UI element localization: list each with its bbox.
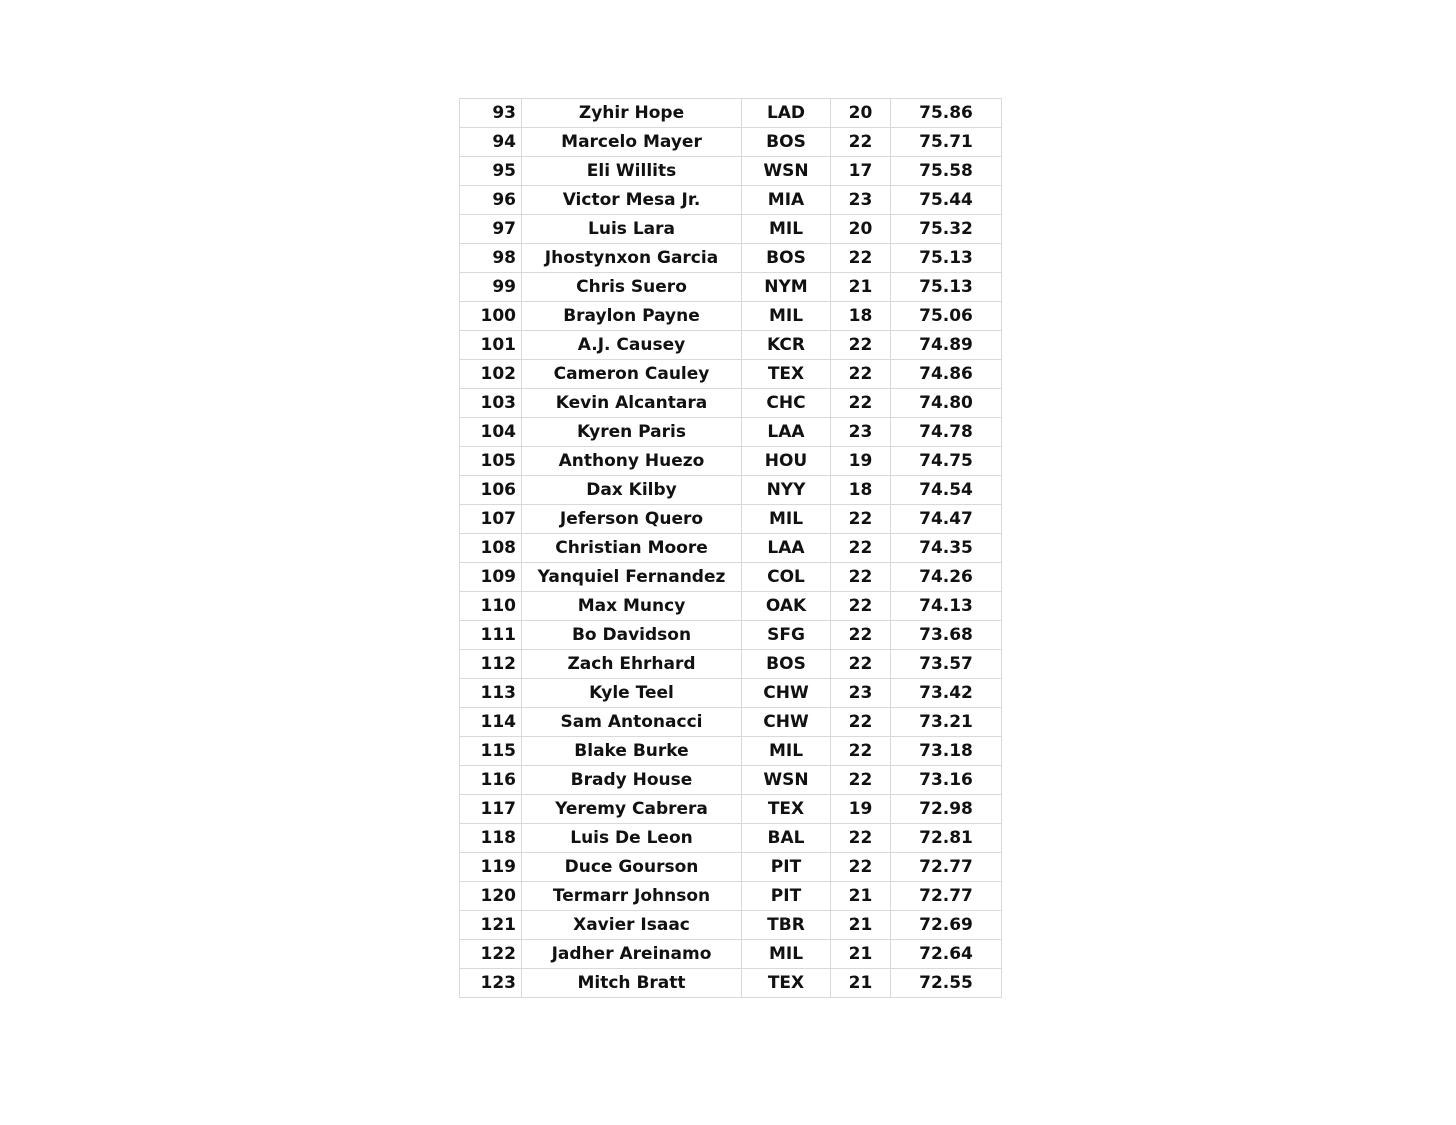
score-cell: 74.78 xyxy=(891,418,1002,447)
player-name-cell: Eli Willits xyxy=(522,157,742,186)
table-row xyxy=(460,273,1002,302)
player-name-cell: Zach Ehrhard xyxy=(522,650,742,679)
table-row xyxy=(460,360,1002,389)
team-cell: BOS xyxy=(742,650,831,679)
age-cell: 21 xyxy=(831,911,891,940)
score-cell: 75.06 xyxy=(891,302,1002,331)
team-cell: TBR xyxy=(742,911,831,940)
team-cell: HOU xyxy=(742,447,831,476)
score-cell: 75.58 xyxy=(891,157,1002,186)
rank-cell: 96 xyxy=(460,186,522,215)
rank-cell: 120 xyxy=(460,882,522,911)
age-cell: 19 xyxy=(831,447,891,476)
age-cell: 23 xyxy=(831,679,891,708)
team-cell: NYM xyxy=(742,273,831,302)
score-cell: 72.55 xyxy=(891,969,1002,998)
score-cell: 72.81 xyxy=(891,824,1002,853)
score-cell: 73.68 xyxy=(891,621,1002,650)
age-cell: 22 xyxy=(831,534,891,563)
player-name-cell: Jeferson Quero xyxy=(522,505,742,534)
rank-cell: 107 xyxy=(460,505,522,534)
player-name-cell: A.J. Causey xyxy=(522,331,742,360)
player-name-cell: Mitch Bratt xyxy=(522,969,742,998)
table-row xyxy=(460,99,1002,128)
age-cell: 22 xyxy=(831,708,891,737)
player-name-cell: Yanquiel Fernandez xyxy=(522,563,742,592)
score-cell: 73.57 xyxy=(891,650,1002,679)
table-row xyxy=(460,389,1002,418)
table-row xyxy=(460,128,1002,157)
rank-cell: 123 xyxy=(460,969,522,998)
team-cell: LAD xyxy=(742,99,831,128)
score-cell: 75.13 xyxy=(891,244,1002,273)
team-cell: SFG xyxy=(742,621,831,650)
player-name-cell: Brady House xyxy=(522,766,742,795)
age-cell: 21 xyxy=(831,882,891,911)
age-cell: 22 xyxy=(831,853,891,882)
rank-cell: 112 xyxy=(460,650,522,679)
age-cell: 22 xyxy=(831,563,891,592)
player-name-cell: Braylon Payne xyxy=(522,302,742,331)
rank-cell: 117 xyxy=(460,795,522,824)
score-cell: 74.47 xyxy=(891,505,1002,534)
rank-cell: 105 xyxy=(460,447,522,476)
team-cell: MIL xyxy=(742,737,831,766)
table-row xyxy=(460,331,1002,360)
table-row xyxy=(460,157,1002,186)
score-cell: 74.89 xyxy=(891,331,1002,360)
player-name-cell: Chris Suero xyxy=(522,273,742,302)
table-row xyxy=(460,824,1002,853)
player-name-cell: Jadher Areinamo xyxy=(522,940,742,969)
player-name-cell: Anthony Huezo xyxy=(522,447,742,476)
score-cell: 73.18 xyxy=(891,737,1002,766)
team-cell: LAA xyxy=(742,418,831,447)
team-cell: WSN xyxy=(742,157,831,186)
rank-cell: 93 xyxy=(460,99,522,128)
team-cell: WSN xyxy=(742,766,831,795)
team-cell: MIL xyxy=(742,302,831,331)
rank-cell: 116 xyxy=(460,766,522,795)
age-cell: 22 xyxy=(831,128,891,157)
rank-cell: 115 xyxy=(460,737,522,766)
rank-cell: 111 xyxy=(460,621,522,650)
age-cell: 23 xyxy=(831,418,891,447)
rank-cell: 108 xyxy=(460,534,522,563)
rank-cell: 110 xyxy=(460,592,522,621)
player-name-cell: Dax Kilby xyxy=(522,476,742,505)
age-cell: 22 xyxy=(831,650,891,679)
table-row xyxy=(460,215,1002,244)
player-name-cell: Luis De Leon xyxy=(522,824,742,853)
player-name-cell: Blake Burke xyxy=(522,737,742,766)
team-cell: BAL xyxy=(742,824,831,853)
player-name-cell: Jhostynxon Garcia xyxy=(522,244,742,273)
score-cell: 75.44 xyxy=(891,186,1002,215)
score-cell: 74.13 xyxy=(891,592,1002,621)
score-cell: 72.77 xyxy=(891,853,1002,882)
table-row xyxy=(460,650,1002,679)
age-cell: 22 xyxy=(831,592,891,621)
player-name-cell: Yeremy Cabrera xyxy=(522,795,742,824)
team-cell: BOS xyxy=(742,128,831,157)
score-cell: 72.64 xyxy=(891,940,1002,969)
team-cell: NYY xyxy=(742,476,831,505)
rank-cell: 94 xyxy=(460,128,522,157)
table-row xyxy=(460,940,1002,969)
rank-cell: 98 xyxy=(460,244,522,273)
team-cell: TEX xyxy=(742,795,831,824)
team-cell: TEX xyxy=(742,969,831,998)
score-cell: 72.98 xyxy=(891,795,1002,824)
age-cell: 22 xyxy=(831,244,891,273)
team-cell: CHC xyxy=(742,389,831,418)
age-cell: 19 xyxy=(831,795,891,824)
rank-cell: 100 xyxy=(460,302,522,331)
age-cell: 18 xyxy=(831,302,891,331)
score-cell: 75.13 xyxy=(891,273,1002,302)
table-row xyxy=(460,853,1002,882)
player-name-cell: Luis Lara xyxy=(522,215,742,244)
team-cell: LAA xyxy=(742,534,831,563)
table-row xyxy=(460,563,1002,592)
rank-cell: 113 xyxy=(460,679,522,708)
player-name-cell: Marcelo Mayer xyxy=(522,128,742,157)
table-row xyxy=(460,592,1002,621)
table-row xyxy=(460,679,1002,708)
rank-cell: 121 xyxy=(460,911,522,940)
table-row xyxy=(460,418,1002,447)
rank-cell: 103 xyxy=(460,389,522,418)
rank-cell: 106 xyxy=(460,476,522,505)
age-cell: 22 xyxy=(831,331,891,360)
player-name-cell: Sam Antonacci xyxy=(522,708,742,737)
age-cell: 21 xyxy=(831,940,891,969)
score-cell: 74.35 xyxy=(891,534,1002,563)
rank-cell: 99 xyxy=(460,273,522,302)
score-cell: 73.21 xyxy=(891,708,1002,737)
table-row xyxy=(460,244,1002,273)
score-cell: 75.32 xyxy=(891,215,1002,244)
rankings-table-body xyxy=(460,99,1002,998)
age-cell: 22 xyxy=(831,824,891,853)
age-cell: 17 xyxy=(831,157,891,186)
age-cell: 22 xyxy=(831,389,891,418)
rank-cell: 95 xyxy=(460,157,522,186)
table-row xyxy=(460,708,1002,737)
score-cell: 72.77 xyxy=(891,882,1002,911)
score-cell: 75.71 xyxy=(891,128,1002,157)
table-row xyxy=(460,302,1002,331)
score-cell: 74.80 xyxy=(891,389,1002,418)
player-name-cell: Kyren Paris xyxy=(522,418,742,447)
score-cell: 74.26 xyxy=(891,563,1002,592)
player-name-cell: Xavier Isaac xyxy=(522,911,742,940)
player-name-cell: Max Muncy xyxy=(522,592,742,621)
player-name-cell: Kevin Alcantara xyxy=(522,389,742,418)
team-cell: MIL xyxy=(742,940,831,969)
rankings-table xyxy=(459,98,1002,998)
table-row xyxy=(460,737,1002,766)
team-cell: PIT xyxy=(742,853,831,882)
score-cell: 72.69 xyxy=(891,911,1002,940)
age-cell: 20 xyxy=(831,215,891,244)
score-cell: 74.75 xyxy=(891,447,1002,476)
table-row xyxy=(460,911,1002,940)
score-cell: 75.86 xyxy=(891,99,1002,128)
team-cell: MIA xyxy=(742,186,831,215)
table-row xyxy=(460,882,1002,911)
team-cell: BOS xyxy=(742,244,831,273)
rank-cell: 114 xyxy=(460,708,522,737)
team-cell: MIL xyxy=(742,215,831,244)
age-cell: 22 xyxy=(831,737,891,766)
rank-cell: 119 xyxy=(460,853,522,882)
rank-cell: 109 xyxy=(460,563,522,592)
rank-cell: 102 xyxy=(460,360,522,389)
player-name-cell: Duce Gourson xyxy=(522,853,742,882)
age-cell: 22 xyxy=(831,621,891,650)
table-row xyxy=(460,505,1002,534)
table-row xyxy=(460,969,1002,998)
team-cell: KCR xyxy=(742,331,831,360)
rank-cell: 122 xyxy=(460,940,522,969)
age-cell: 23 xyxy=(831,186,891,215)
rank-cell: 101 xyxy=(460,331,522,360)
team-cell: COL xyxy=(742,563,831,592)
age-cell: 18 xyxy=(831,476,891,505)
player-name-cell: Christian Moore xyxy=(522,534,742,563)
team-cell: PIT xyxy=(742,882,831,911)
age-cell: 22 xyxy=(831,360,891,389)
team-cell: OAK xyxy=(742,592,831,621)
table-row xyxy=(460,476,1002,505)
team-cell: CHW xyxy=(742,708,831,737)
age-cell: 21 xyxy=(831,273,891,302)
score-cell: 74.86 xyxy=(891,360,1002,389)
score-cell: 73.42 xyxy=(891,679,1002,708)
player-name-cell: Bo Davidson xyxy=(522,621,742,650)
score-cell: 73.16 xyxy=(891,766,1002,795)
team-cell: TEX xyxy=(742,360,831,389)
table-row xyxy=(460,534,1002,563)
team-cell: CHW xyxy=(742,679,831,708)
age-cell: 20 xyxy=(831,99,891,128)
age-cell: 22 xyxy=(831,505,891,534)
rank-cell: 97 xyxy=(460,215,522,244)
table-row xyxy=(460,766,1002,795)
table-row xyxy=(460,186,1002,215)
age-cell: 21 xyxy=(831,969,891,998)
score-cell: 74.54 xyxy=(891,476,1002,505)
player-name-cell: Kyle Teel xyxy=(522,679,742,708)
table-row xyxy=(460,447,1002,476)
player-name-cell: Cameron Cauley xyxy=(522,360,742,389)
table-row xyxy=(460,795,1002,824)
rank-cell: 118 xyxy=(460,824,522,853)
rank-cell: 104 xyxy=(460,418,522,447)
age-cell: 22 xyxy=(831,766,891,795)
player-name-cell: Zyhir Hope xyxy=(522,99,742,128)
player-name-cell: Victor Mesa Jr. xyxy=(522,186,742,215)
player-name-cell: Termarr Johnson xyxy=(522,882,742,911)
table-row xyxy=(460,621,1002,650)
team-cell: MIL xyxy=(742,505,831,534)
